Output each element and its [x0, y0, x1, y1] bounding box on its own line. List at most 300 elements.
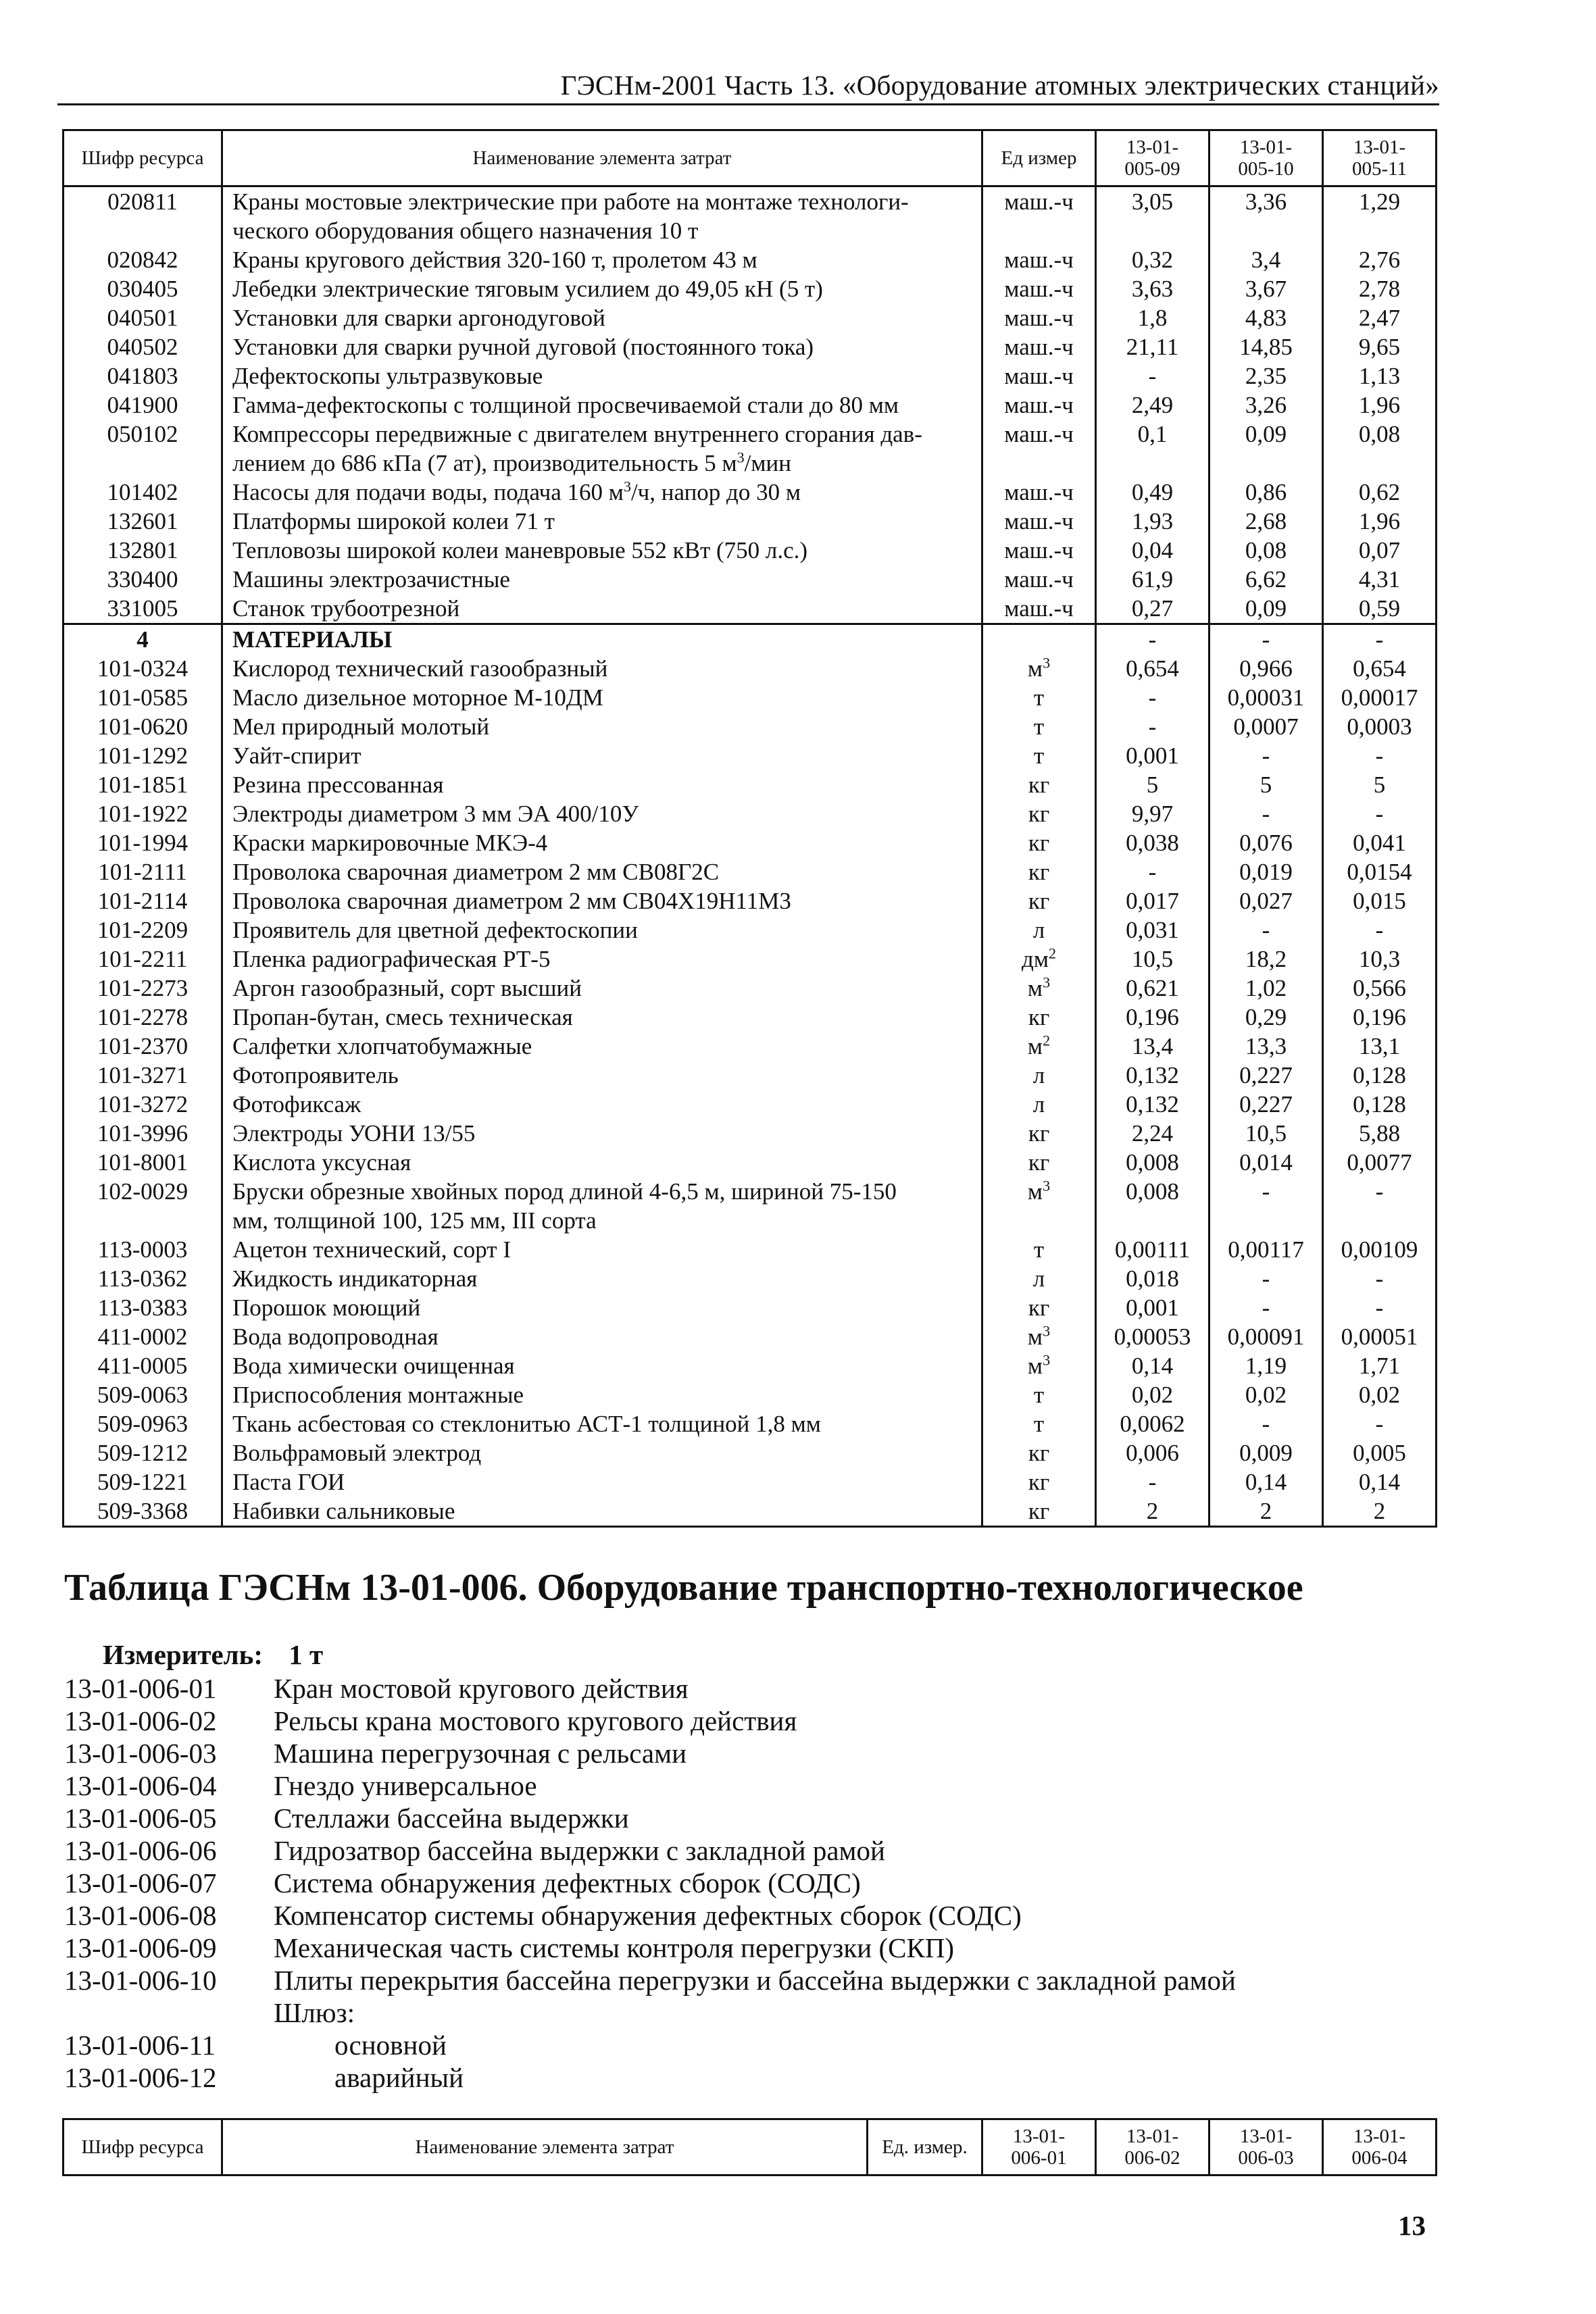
value-cell: 2,68 [1210, 507, 1323, 536]
table-row [64, 1322, 1437, 1351]
resource-unit: $дм^2$ [982, 945, 1096, 974]
table-row [64, 391, 1437, 420]
resource-unit: маш.-ч [982, 420, 1096, 478]
table-row [64, 654, 1437, 683]
meter-value: 1 т [289, 1639, 324, 1670]
table-row [64, 915, 1437, 945]
resource-name: МАТЕРИАЛЫ [222, 624, 982, 655]
resources-table-006-header [62, 2118, 1437, 2176]
table-row [64, 1496, 1437, 1527]
resource-code: 101-1851 [64, 770, 222, 799]
value-cell: - [1210, 741, 1323, 770]
value-cell: 0,005 [1323, 1438, 1437, 1467]
resource-code: 101-0620 [64, 712, 222, 741]
value-cell: 0,14 [1210, 1467, 1323, 1496]
resource-code: 101-1994 [64, 828, 222, 857]
value-cell: 61,9 [1096, 565, 1210, 594]
value-cell: 10,5 [1096, 945, 1210, 974]
table-row [64, 1264, 1437, 1293]
value-cell: 2 [1210, 1496, 1323, 1527]
table-row [64, 245, 1437, 274]
value-cell: 0,076 [1210, 828, 1323, 857]
value-cell: 1,13 [1323, 361, 1437, 391]
resource-code: 509-3368 [64, 1496, 222, 1527]
resource-code: 040501 [64, 303, 222, 332]
table-row [64, 594, 1437, 624]
resource-unit: т [982, 1235, 1096, 1264]
value-cell: 0,00117 [1210, 1235, 1323, 1264]
resource-unit: $м^2$ [982, 1032, 1096, 1061]
norm-description: основной [334, 2030, 447, 2061]
resource-code: 050102 [64, 420, 222, 478]
value-cell: 0,031 [1096, 915, 1210, 945]
table-row [64, 274, 1437, 303]
value-cell: - [1210, 1409, 1323, 1438]
value-cell: 0,0062 [1096, 1409, 1210, 1438]
resource-code: 132801 [64, 536, 222, 565]
value-cell: 0,018 [1096, 1264, 1210, 1293]
resource-code: 509-1212 [64, 1438, 222, 1467]
resource-code: 101-1292 [64, 741, 222, 770]
page-header [57, 66, 1439, 105]
resource-code: 330400 [64, 565, 222, 594]
resource-code: 113-0003 [64, 1235, 222, 1264]
resource-unit: маш.-ч [982, 274, 1096, 303]
table-row [64, 1293, 1437, 1322]
value-cell: 3,63 [1096, 274, 1210, 303]
value-cell: 0,02 [1210, 1380, 1323, 1409]
value-cell: 0,019 [1210, 857, 1323, 886]
table-row [64, 1119, 1437, 1148]
norm-code: 13-01-006-06 [64, 1835, 217, 1866]
resource-code: 4 [64, 624, 222, 655]
value-cell: 18,2 [1210, 945, 1323, 974]
table-row [64, 712, 1437, 741]
norm-description: Машина перегрузочная с рельсами [274, 1738, 687, 1769]
resources-table-005 [62, 129, 1437, 1528]
resource-code: 101-8001 [64, 1148, 222, 1177]
resource-code: 040502 [64, 332, 222, 361]
norm-description: Рельсы крана мостового кругового действия [274, 1705, 797, 1736]
value-cell: 21,11 [1096, 332, 1210, 361]
resource-unit: кг [982, 1003, 1096, 1032]
value-cell: 3,36 [1210, 186, 1323, 246]
column-header: 13-01- 006-04 [1323, 2119, 1437, 2175]
column-header: Ед измер [982, 130, 1096, 186]
table-row [64, 1003, 1437, 1032]
resource-unit [982, 624, 1096, 655]
resource-code: 101-2273 [64, 974, 222, 1003]
value-cell: - [1323, 1409, 1437, 1438]
value-cell: 0,008 [1096, 1148, 1210, 1177]
resource-unit: кг [982, 799, 1096, 828]
table-row [64, 565, 1437, 594]
value-cell: 4,31 [1323, 565, 1437, 594]
resource-code: 020842 [64, 245, 222, 274]
resource-name: Платформы широкой колеи 71 т [222, 507, 982, 536]
value-cell: 5 [1323, 770, 1437, 799]
value-cell: 0,14 [1323, 1467, 1437, 1496]
resource-code: 101-0585 [64, 683, 222, 712]
table-row [64, 799, 1437, 828]
table-row [64, 828, 1437, 857]
resource-unit: маш.-ч [982, 186, 1096, 246]
table-row [64, 361, 1437, 391]
value-cell: 3,67 [1210, 274, 1323, 303]
table-row [64, 974, 1437, 1003]
value-cell: - [1323, 1264, 1437, 1293]
norm-description: Стеллажи бассейна выдержки [274, 1803, 629, 1834]
column-header: 13-01- 006-03 [1210, 2119, 1323, 2175]
value-cell: 0,1 [1096, 420, 1210, 478]
resource-code: 101-0324 [64, 654, 222, 683]
value-cell: 9,65 [1323, 332, 1437, 361]
value-cell: - [1323, 1177, 1437, 1235]
resource-code: 101-2370 [64, 1032, 222, 1061]
value-cell: 1,71 [1323, 1351, 1437, 1380]
resource-name: Приспособления монтажные [222, 1380, 982, 1409]
table-row [64, 1235, 1437, 1264]
value-cell: - [1210, 1293, 1323, 1322]
resource-code: 101402 [64, 478, 222, 507]
norm-code: 13-01-006-12 [64, 2062, 217, 2093]
resource-name: Насосы для подачи воды, подача 160 $м^3/ч$, напор до 30 м [222, 478, 982, 507]
resource-unit: маш.-ч [982, 565, 1096, 594]
resource-code: 101-2278 [64, 1003, 222, 1032]
resource-unit: маш.-ч [982, 594, 1096, 624]
value-cell: 0,86 [1210, 478, 1323, 507]
value-cell: 0,041 [1323, 828, 1437, 857]
value-cell: - [1210, 1177, 1323, 1235]
value-cell: 2,49 [1096, 391, 1210, 420]
column-header: Шифр ресурса [64, 130, 222, 186]
norm-code: 13-01-006-08 [64, 1900, 217, 1931]
resource-name: Электроды УОНИ 13/55 [222, 1119, 982, 1148]
table-row [64, 1380, 1437, 1409]
resource-name: Компрессоры передвижные с двигателем внутреннего сгорания дав- лением до 686 кПа (7 ат), производительность 5 $м^3$/мин [222, 420, 982, 478]
column-header: Наименование элемента затрат [222, 2119, 868, 2175]
value-cell: 2,47 [1323, 303, 1437, 332]
table-row [64, 507, 1437, 536]
resource-code: 509-1221 [64, 1467, 222, 1496]
table-row [64, 886, 1437, 915]
column-header: 13-01- 006-01 [982, 2119, 1096, 2175]
value-cell: 0,00111 [1096, 1235, 1210, 1264]
resource-name: Резина прессованная [222, 770, 982, 799]
column-header: 13-01- 005-11 [1323, 130, 1437, 186]
resource-unit: маш.-ч [982, 361, 1096, 391]
value-cell: 0,128 [1323, 1061, 1437, 1090]
value-cell: 0,027 [1210, 886, 1323, 915]
resource-code: 101-3272 [64, 1090, 222, 1119]
value-cell: 0,32 [1096, 245, 1210, 274]
resource-code: 020811 [64, 186, 222, 246]
table-row [64, 1032, 1437, 1061]
table-row [64, 741, 1437, 770]
resource-name: Аргон газообразный, сорт высший [222, 974, 982, 1003]
table-row [64, 186, 1437, 246]
value-cell: 0,09 [1210, 594, 1323, 624]
table-row [64, 420, 1437, 478]
column-header: 13-01- 006-02 [1096, 2119, 1210, 2175]
value-cell: 13,1 [1323, 1032, 1437, 1061]
value-cell: 0,09 [1210, 420, 1323, 478]
resource-name: Кислород технический газообразный [222, 654, 982, 683]
resource-name: Краны мостовые электрические при работе на монтаже технологи- ческого оборудования общего назначения 10 т [222, 186, 982, 246]
value-cell: 1,19 [1210, 1351, 1323, 1380]
column-header: 13-01- 005-10 [1210, 130, 1323, 186]
value-cell: 0,08 [1323, 420, 1437, 478]
value-cell: 2,35 [1210, 361, 1323, 391]
norm-code: 13-01-006-05 [64, 1803, 217, 1834]
table-row [64, 857, 1437, 886]
value-cell: 0,04 [1096, 536, 1210, 565]
value-cell: 2,24 [1096, 1119, 1210, 1148]
value-cell: - [1210, 799, 1323, 828]
table-row [64, 1409, 1437, 1438]
resource-code: 411-0002 [64, 1322, 222, 1351]
resource-unit: л [982, 1061, 1096, 1090]
value-cell: 0,14 [1096, 1351, 1210, 1380]
resource-name: Лебедки электрические тяговым усилием до 49,05 кН (5 т) [222, 274, 982, 303]
norm-code: 13-01-006-11 [64, 2030, 216, 2061]
resource-name: Салфетки хлопчатобумажные [222, 1032, 982, 1061]
resource-name: Тепловозы широкой колеи маневровые 552 кВт (750 л.с.) [222, 536, 982, 565]
resource-unit: маш.-ч [982, 332, 1096, 361]
resource-unit: кг [982, 1496, 1096, 1527]
header-title: ГЭСНм-2001 Часть 13. «Оборудование атомных электрических станций» [560, 70, 1439, 101]
resource-code: 030405 [64, 274, 222, 303]
value-cell: 2 [1096, 1496, 1210, 1527]
table-row [64, 1061, 1437, 1090]
table-header-row [64, 130, 1437, 186]
value-cell: - [1323, 741, 1437, 770]
table-row [64, 1090, 1437, 1119]
resource-unit: кг [982, 828, 1096, 857]
value-cell: - [1096, 683, 1210, 712]
norm-code: 13-01-006-01 [64, 1673, 217, 1704]
value-cell: 6,62 [1210, 565, 1323, 594]
resource-name: Электроды диаметром 3 мм ЭА 400/10У [222, 799, 982, 828]
value-cell: 0,654 [1096, 654, 1210, 683]
meter-line [103, 1638, 323, 1671]
resource-unit: маш.-ч [982, 536, 1096, 565]
resource-name: Мел природный молотый [222, 712, 982, 741]
value-cell: - [1210, 624, 1323, 655]
resource-unit: л [982, 1264, 1096, 1293]
table-title-006: Таблица ГЭСНм 13-01-006. Оборудование транспортно-технологическое [64, 1567, 1303, 1609]
value-cell: 0,00053 [1096, 1322, 1210, 1351]
value-cell: 9,97 [1096, 799, 1210, 828]
resource-code: 509-0963 [64, 1409, 222, 1438]
value-cell: 5 [1210, 770, 1323, 799]
norm-description: Гнездо универсальное [274, 1770, 537, 1801]
norm-code: 13-01-006-07 [64, 1867, 217, 1898]
resource-name: Кислота уксусная [222, 1148, 982, 1177]
column-header: Ед. измер. [868, 2119, 982, 2175]
column-header: 13-01- 005-09 [1096, 130, 1210, 186]
resource-name: Машины электрозачистные [222, 565, 982, 594]
resource-name: Станок трубоотрезной [222, 594, 982, 624]
value-cell: 0,015 [1323, 886, 1437, 915]
resource-unit: кг [982, 1438, 1096, 1467]
resource-unit: $м^3$ [982, 1322, 1096, 1351]
table-row [64, 624, 1437, 655]
value-cell: 0,654 [1323, 654, 1437, 683]
norm-description: Компенсатор системы обнаружения дефектных сборок (СОДС) [274, 1900, 1022, 1931]
resource-unit: кг [982, 1119, 1096, 1148]
resource-unit: кг [982, 770, 1096, 799]
table-row [64, 770, 1437, 799]
value-cell: - [1096, 624, 1210, 655]
norm-code: 13-01-006-10 [64, 1965, 217, 1996]
resource-code: 411-0005 [64, 1351, 222, 1380]
resource-code: 101-2211 [64, 945, 222, 974]
resource-code: 101-1922 [64, 799, 222, 828]
resource-code: 101-2209 [64, 915, 222, 945]
resource-name: Ацетон технический, сорт I [222, 1235, 982, 1264]
value-cell: 1,8 [1096, 303, 1210, 332]
value-cell: 13,4 [1096, 1032, 1210, 1061]
table-row [64, 1148, 1437, 1177]
value-cell: 0,08 [1210, 536, 1323, 565]
norm-code: 13-01-006-04 [64, 1770, 217, 1801]
value-cell: 5,88 [1323, 1119, 1437, 1148]
resource-code: 132601 [64, 507, 222, 536]
value-cell: - [1210, 915, 1323, 945]
value-cell: 0,014 [1210, 1148, 1323, 1177]
resource-name: Паста ГОИ [222, 1467, 982, 1496]
value-cell: 0,038 [1096, 828, 1210, 857]
value-cell: 0,966 [1210, 654, 1323, 683]
value-cell: 5 [1096, 770, 1210, 799]
resource-name: Вода водопроводная [222, 1322, 982, 1351]
column-header: Наименование элемента затрат [222, 130, 982, 186]
value-cell: 0,00091 [1210, 1322, 1323, 1351]
resource-name: Фотопроявитель [222, 1061, 982, 1090]
resource-unit: маш.-ч [982, 391, 1096, 420]
value-cell: 2,78 [1323, 274, 1437, 303]
resource-unit: л [982, 915, 1096, 945]
resource-name: Установки для сварки ручной дуговой (постоянного тока) [222, 332, 982, 361]
value-cell: 0,59 [1323, 594, 1437, 624]
resource-name: Масло дизельное моторное М-10ДМ [222, 683, 982, 712]
value-cell: - [1210, 1264, 1323, 1293]
value-cell: 0,227 [1210, 1061, 1323, 1090]
norm-description: Кран мостовой кругового действия [274, 1673, 689, 1704]
resource-unit: $м^3$ [982, 1177, 1096, 1235]
value-cell: 1,96 [1323, 507, 1437, 536]
norm-code: 13-01-006-09 [64, 1932, 217, 1963]
value-cell: 0,29 [1210, 1003, 1323, 1032]
value-cell: 0,00109 [1323, 1235, 1437, 1264]
value-cell: 0,00031 [1210, 683, 1323, 712]
resource-unit: кг [982, 857, 1096, 886]
norm-code: 13-01-006-02 [64, 1705, 217, 1736]
table-row [64, 478, 1437, 507]
norm-description: Шлюз: [274, 1997, 355, 2028]
value-cell: 0,196 [1096, 1003, 1210, 1032]
resource-code: 113-0383 [64, 1293, 222, 1322]
norm-code: 13-01-006-03 [64, 1738, 217, 1769]
value-cell: 0,0003 [1323, 712, 1437, 741]
value-cell: - [1323, 799, 1437, 828]
table-row [64, 303, 1437, 332]
resource-name: Бруски обрезные хвойных пород длиной 4-6,5 м, шириной 75-150 мм, толщиной 100, 125 мм, III сорта [222, 1177, 982, 1235]
table-row [64, 683, 1437, 712]
meter-label: Измеритель: [103, 1639, 264, 1670]
resource-code: 101-3271 [64, 1061, 222, 1090]
value-cell: 0,009 [1210, 1438, 1323, 1467]
resource-code: 331005 [64, 594, 222, 624]
resource-name: Краны кругового действия 320-160 т, пролетом 43 м [222, 245, 982, 274]
value-cell: 0,07 [1323, 536, 1437, 565]
value-cell: 1,96 [1323, 391, 1437, 420]
table-row [64, 1177, 1437, 1235]
value-cell: 0,27 [1096, 594, 1210, 624]
value-cell: 0,132 [1096, 1061, 1210, 1090]
table-row [64, 1467, 1437, 1496]
value-cell: 0,00017 [1323, 683, 1437, 712]
table-row [64, 1438, 1437, 1467]
value-cell: 4,83 [1210, 303, 1323, 332]
value-cell: 0,128 [1323, 1090, 1437, 1119]
resource-unit: т [982, 1380, 1096, 1409]
resource-name: Проявитель для цветной дефектоскопии [222, 915, 982, 945]
value-cell: 0,621 [1096, 974, 1210, 1003]
value-cell: 10,5 [1210, 1119, 1323, 1148]
value-cell: 0,001 [1096, 1293, 1210, 1322]
value-cell: - [1096, 857, 1210, 886]
resource-name: Дефектоскопы ультразвуковые [222, 361, 982, 391]
resource-code: 101-3996 [64, 1119, 222, 1148]
norm-description: Плиты перекрытия бассейна перегрузки и бассейна выдержки с закладной рамой [274, 1965, 1236, 1996]
resource-unit: кг [982, 886, 1096, 915]
resource-unit: т [982, 1409, 1096, 1438]
value-cell: 1,29 [1323, 186, 1437, 246]
value-cell: - [1096, 1467, 1210, 1496]
resource-unit: $м^3$ [982, 1351, 1096, 1380]
resource-name: Пленка радиографическая РТ-5 [222, 945, 982, 974]
value-cell: 0,001 [1096, 741, 1210, 770]
value-cell: 0,0154 [1323, 857, 1437, 886]
table-row [64, 1351, 1437, 1380]
value-cell: 1,02 [1210, 974, 1323, 1003]
value-cell: 2,76 [1323, 245, 1437, 274]
resource-unit: маш.-ч [982, 507, 1096, 536]
resource-unit: т [982, 741, 1096, 770]
value-cell: - [1096, 361, 1210, 391]
norm-description: Гидрозатвор бассейна выдержки с закладной рамой [274, 1835, 885, 1866]
resource-name: Пропан-бутан, смесь техническая [222, 1003, 982, 1032]
resource-name: Уайт-спирит [222, 741, 982, 770]
norm-description: Система обнаружения дефектных сборок (СОДС) [274, 1867, 861, 1898]
table-row [64, 945, 1437, 974]
resource-name: Проволока сварочная диаметром 2 мм СВ04Х19Н11М3 [222, 886, 982, 915]
resource-unit: кг [982, 1293, 1096, 1322]
resource-unit: т [982, 683, 1096, 712]
value-cell: 0,006 [1096, 1438, 1210, 1467]
resource-name: Установки для сварки аргонодуговой [222, 303, 982, 332]
value-cell: 0,132 [1096, 1090, 1210, 1119]
resource-name: Вольфрамовый электрод [222, 1438, 982, 1467]
resource-name: Краски маркировочные МКЭ-4 [222, 828, 982, 857]
value-cell: 1,93 [1096, 507, 1210, 536]
norm-description: Механическая часть системы контроля перегрузки (СКП) [274, 1932, 955, 1963]
resource-name: Проволока сварочная диаметром 2 мм СВ08Г2С [222, 857, 982, 886]
resource-code: 101-2114 [64, 886, 222, 915]
table-row [64, 536, 1437, 565]
